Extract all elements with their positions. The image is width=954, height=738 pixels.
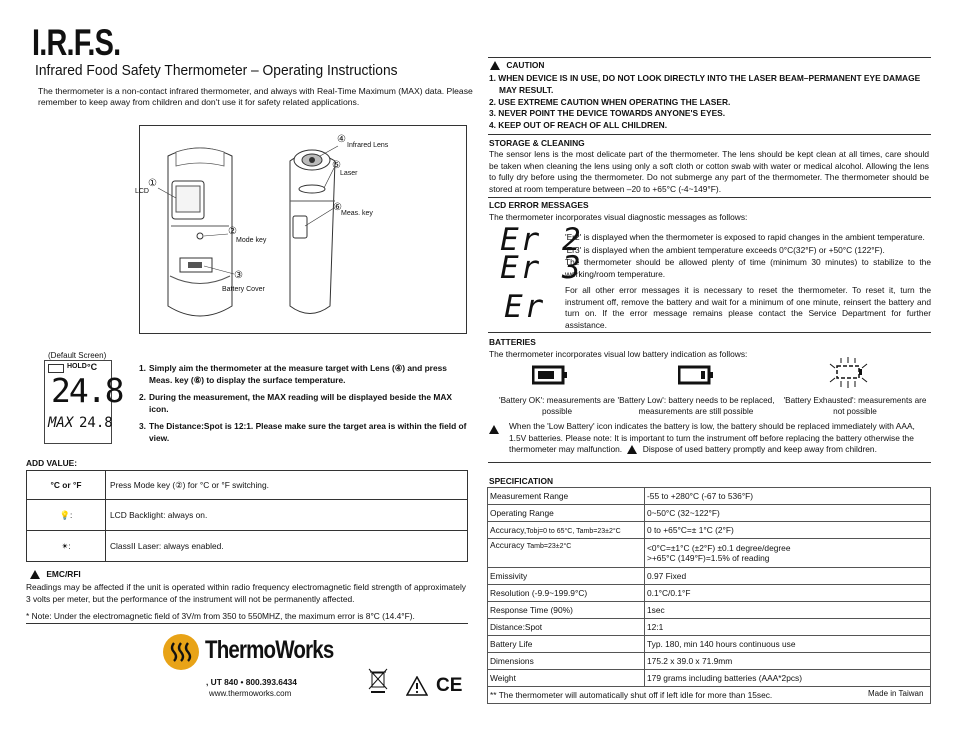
spec-table: [487, 487, 931, 704]
divider: [488, 197, 931, 198]
label-infrared-lens: Infrared Lens: [347, 142, 389, 149]
battery-ok-icon: [532, 364, 568, 391]
table-row: Emissivity 0.97 Fixed: [488, 568, 931, 585]
website: www.thermoworks.com: [209, 689, 292, 698]
lcd-errors-intro: The thermometer incorporates visual diagnostic messages as follows:: [489, 212, 748, 222]
label-meas-key: Meas. key: [341, 210, 373, 217]
table-row: Response Time (90%) 1sec: [488, 602, 931, 619]
caution-item: 2. USE EXTREME CAUTION WHEN OPERATING THE LASER.: [489, 96, 731, 107]
laser-value: ClassII Laser: always enabled.: [106, 531, 468, 562]
warning-icon: [490, 61, 500, 70]
divider: [488, 134, 931, 135]
divider: [488, 332, 931, 333]
table-row: [27, 471, 468, 500]
emc-text: Readings may be affected if the unit is operated within radio frequency electromagnetic field strength of approximately 3 volts per meter, but the performance of the instrument will not be permanently affected.: [26, 582, 466, 604]
warning-icon: [30, 570, 40, 579]
table-row: Resolution (-9.9~199.9°C) 0.1°C/0.1°F: [488, 585, 931, 602]
table-row: Accuracy Tamb=23±2°C <0°C=±1°C (±2°F) ±0.1 degree/degree >+65°C (149°F)=1.5% of reading: [488, 539, 931, 568]
caution-item: 3. NEVER POINT THE DEVICE TOWARDS ANYONE'S EYES.: [489, 108, 726, 119]
table-row: [27, 531, 468, 562]
emc-heading: [30, 569, 81, 579]
battery-ok-text: 'Battery OK': measurements are possible: [499, 396, 615, 416]
callout-5: ⑤: [332, 160, 341, 171]
backlight-value: LCD Backlight: always on.: [106, 500, 468, 531]
caution-item: 4. KEEP OUT OF REACH OF ALL CHILDREN.: [489, 120, 668, 131]
model-phone: , UT 840 • 800.393.6434: [206, 677, 297, 687]
lcd-unit: °C: [87, 362, 98, 372]
device-diagram: [134, 125, 467, 334]
table-row: Dimensions 175.2 x 39.0 x 71.9mm: [488, 653, 931, 670]
label-mode-key: Mode key: [236, 237, 267, 244]
label-battery-cover: Battery Cover: [222, 286, 265, 293]
divider: [488, 57, 931, 58]
divider: [488, 462, 931, 463]
intro-text: The thermometer is a non-contact infrared thermometer, and always with Real-Time Maximum (MAX) data. Please remember to keep away from children and don't use it for safety related applications.: [38, 86, 473, 107]
backlight-key: 💡:: [27, 500, 106, 531]
unit-value: Press Mode key (②) for °C or °F switching.: [106, 471, 468, 500]
add-value-title: ADD VALUE:: [26, 458, 78, 468]
error-er2-text: 'Er2' is displayed when the thermometer is exposed to rapid changes in the ambient temperature.: [565, 232, 925, 242]
page-subtitle: Infrared Food Safety Thermometer – Operating Instructions: [35, 62, 398, 79]
made-in: Made in Taiwan: [868, 689, 924, 698]
caution-item: 1. WHEN DEVICE IS IN USE, DO NOT LOOK DIRECTLY INTO THE LASER BEAM–PERMANENT EYE DAMAGE MAY RESULT.: [489, 73, 921, 95]
lcd-reading: 24.8: [51, 371, 123, 410]
lcd-max-reading: 24.8: [79, 415, 113, 431]
battery-warning: When the 'Low Battery' icon indicates the battery is low, the battery should be replaced immediately with AAA, 1.5V batteries. Please note: It is important to turn the instrument off before replacing the battery otherwise the thermometer may malfunction. Dispose of used battery promptly and keep away from children.: [509, 421, 915, 455]
storage-title: STORAGE & CLEANING: [489, 138, 585, 148]
table-row: Accuracy,Tobj=0 to 65°C, Tamb=23±2°C 0 to +65°C=± 1°C (2°F): [488, 522, 931, 539]
instruction-item: 1. Simply aim the thermometer at the measure target with Lens (④) and press Meas. key (⑥) to display the surface temperature.: [139, 363, 447, 385]
table-row: [488, 687, 931, 704]
warning-icon: [627, 445, 637, 454]
error-er3b-text: The thermometer should be allowed plenty of time (minimum 30 minutes) to stabilize to the working/room temperature.: [565, 257, 931, 279]
error-er-text: For all other error messages it is necessary to reset the thermometer. To reset it, turn the instrument off, remove the battery and wait for a minimum of one minute, reinsert the battery and turn on. If the error message remains please contact the Service Department for further assistance.: [565, 285, 931, 330]
laser-icon: ✴: [61, 541, 69, 551]
error-code-er: Er: [504, 289, 546, 325]
callout-3: ③: [234, 270, 243, 281]
battery-exhausted-icon: [827, 356, 871, 395]
ce-mark-icon: CE: [436, 675, 463, 696]
error-code-er2: Er 2: [500, 222, 583, 258]
emc-note: * Note: Under the electromagnetic field of 3V/m from 350 to 550MHZ, the maximum error is 8°C (14.4°F).: [26, 611, 415, 621]
callout-6: ⑥: [333, 202, 342, 213]
lcd-default-screen: [44, 360, 123, 444]
batteries-title: BATTERIES: [489, 337, 536, 347]
label-lcd: LCD: [134, 188, 149, 195]
caution-title: CAUTION: [506, 60, 545, 70]
lcd-max-label: MAX: [48, 415, 74, 431]
caution-list: [489, 73, 929, 132]
laser-key: ✴:: [27, 531, 106, 562]
storage-text: The sensor lens is the most delicate part of the thermometer. The lens should be kept clean at all times, care should be taken when cleaning the lens using only a soft cloth or cotton swab with water or medical alcohol. Allowing the lens to fully dry before using the thermometer. Do not submerge any part of the thermometer. The thermometer should be stored at room temperature between –20 to +65°C (-4~149°F).: [489, 149, 929, 194]
battery-low-text: 'Battery Low': battery needs to be replaced, measurements are still possible: [617, 396, 775, 416]
spec-title: SPECIFICATION: [489, 476, 554, 486]
table-row: Weight 179 grams including batteries (AAA*2pcs): [488, 670, 931, 687]
callout-1: ①: [148, 178, 157, 189]
caution-heading: [490, 60, 544, 70]
error-code-er3: Er 3: [500, 250, 583, 286]
warning-triangle-icon: [406, 676, 428, 701]
battery-exhausted-text: 'Battery Exhausted': measurements are not possible: [783, 396, 927, 416]
table-row: Battery Life Typ. 180, min 140 hours continuous use: [488, 636, 931, 653]
instruction-item: 2. During the measurement, the MAX reading will be displayed beside the MAX icon.: [139, 392, 452, 414]
thermoworks-wordmark: ThermoWorks: [205, 636, 334, 664]
brand-title: I.R.F.S.: [32, 22, 121, 63]
instruction-item: 3. The Distance:Spot is 12:1. Please make sure the target area is within the field of view.: [139, 421, 467, 443]
table-row: Distance:Spot 12:1: [488, 619, 931, 636]
table-row: Operating Range 0~50°C (32~122°F): [488, 505, 931, 522]
batteries-intro: The thermometer incorporates visual low battery indication as follows:: [489, 349, 748, 359]
divider: [26, 623, 468, 624]
thermoworks-logo-icon: [163, 634, 199, 670]
lcd-hold: HOLD: [67, 363, 87, 370]
callout-2: ②: [228, 226, 237, 237]
spec-note: ** The thermometer will automatically shut off if left idle for more than 15sec.: [488, 687, 931, 704]
table-row: [27, 500, 468, 531]
bulb-icon: 💡: [59, 509, 71, 520]
callout-4: ④: [337, 134, 346, 145]
thermometer-illustration: [140, 126, 468, 335]
lcd-errors-title: LCD ERROR MESSAGES: [489, 200, 589, 210]
weee-bin-icon: [368, 668, 388, 694]
battery-low-icon: [678, 364, 714, 391]
warning-icon: [489, 421, 499, 439]
add-value-table: [26, 470, 468, 562]
error-er3-text: 'Er3' is displayed when the ambient temperature exceeds 0°C(32°F) or +50°C (122°F).: [565, 245, 885, 255]
instructions-list: [139, 362, 467, 449]
table-row: Measurement Range -55 to +280°C (-67 to 536°F): [488, 488, 931, 505]
label-laser: Laser: [340, 170, 358, 177]
default-screen-caption: (Default Screen): [48, 351, 107, 360]
emc-title: EMC/RFI: [46, 569, 81, 579]
unit-key: °C or °F: [27, 471, 106, 500]
